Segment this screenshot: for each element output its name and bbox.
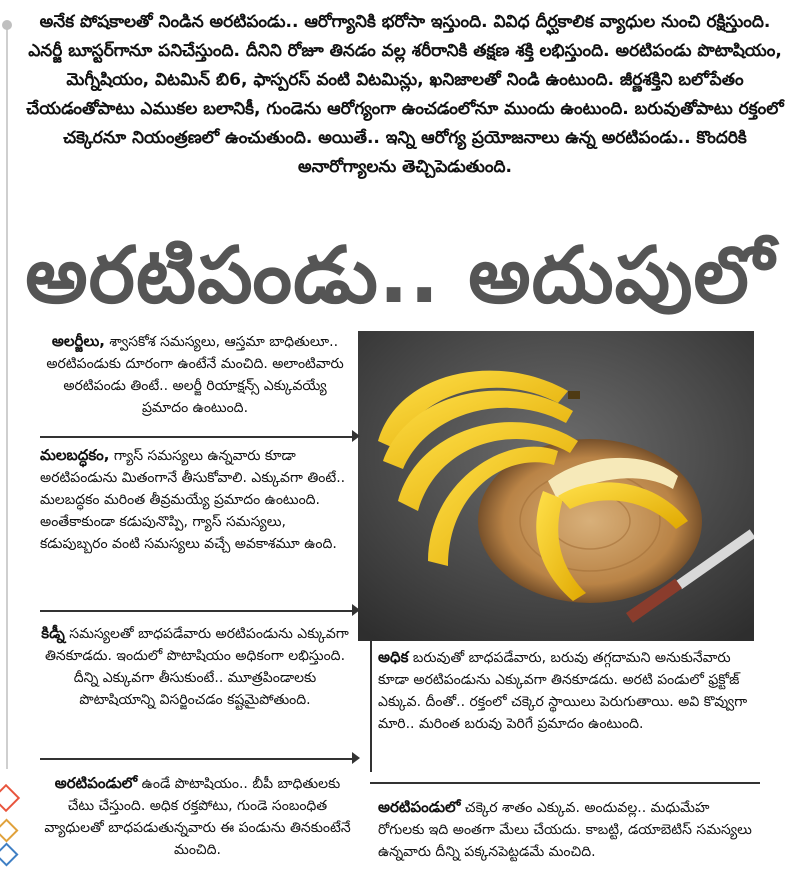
divider-arrow-2: [352, 604, 360, 616]
kidney-paragraph: [40, 622, 350, 711]
kidney-lead: కిడ్నీ: [41, 624, 65, 642]
weight-text: బరువుతో బాధపడేవారు, బరువు తగ్గదామని అనుకునేవారు కూడా అరటిపండును ఎక్కువగా తినకూడదు. అరటి పండులో ఫ్రక్టోజ్ ఎక్కువ. దీంతో.. రక్తంలో చక్కెర స్థాయిలు పెరుగుతాయి. అవి కొవ్వుగా మారి.. మరింత బరువు పెరిగే ప్రమాదం ఉంటుంది.: [378, 650, 748, 732]
allergy-paragraph: [40, 330, 350, 419]
allergy-text: శ్వాసకోశ సమస్యలు, ఆస్తమా బాధితులూ.. అరటిపండుకు దూరంగా ఉంటేనే మంచిది. అలాంటివారు అరటిపండు తింటే.. అలర్జీ రియాక్షన్స్ ఎక్కువయ్యే ప్రమాదం ఉంటుంది.: [46, 334, 344, 416]
divider-4: [370, 782, 760, 784]
divider-1: [40, 436, 356, 438]
timeline-dot: [2, 20, 12, 30]
left-timeline-line: [6, 24, 8, 769]
orange-diamond-icon: [0, 784, 20, 812]
constipation-text: గ్యాస్ సమస్యలు ఉన్నవారు కూడా అరటిపండును మితంగానే తీసుకోవాలి. ఎక్కువగా తింటే.. మలబద్ధకం మరింత తీవ్రమయ్యే ప్రమాదం ఉంటుంది. అంతేకాకుండా కడుపునొప్పి, గ్యాస్ సమస్యలు, కడుపుబ్బరం వంటి సమస్యలు వచ్చే అవకాశమూ ఉంది.: [40, 448, 346, 552]
divider-arrow-3: [352, 752, 360, 764]
headline: అరటిపండు.. అదుపులో: [25, 231, 775, 321]
constipation-paragraph: [40, 444, 355, 555]
constipation-lead: మలబద్ధకం,: [40, 446, 110, 464]
blue-diamond-icon: [0, 842, 19, 866]
divider-arrow-1: [352, 430, 360, 442]
diabetes-paragraph: [378, 796, 756, 863]
weight-paragraph: [378, 646, 756, 735]
divider-vertical: [370, 640, 372, 772]
divider-2: [40, 610, 356, 612]
divider-3: [40, 758, 356, 760]
diabetes-lead: అరటిపండులో: [378, 798, 461, 816]
banana-photo: [358, 331, 754, 641]
weight-lead: అధిక: [378, 648, 409, 666]
allergy-lead: అలర్జీలు,: [51, 332, 105, 350]
intro-paragraph: అనేక పోషకాలతో నిండిన అరటిపండు.. ఆరోగ్యానికి భరోసా ఇస్తుంది. వివిధ దీర్ఘకాలిక వ్యాధుల నుంచి రక్షిస్తుంది. ఎనర్జీ బూస్టర్‌గానూ పనిచేస్తుంది. దీనిని రోజూ తినడం వల్ల శరీరానికి తక్షణ శక్తి లభిస్తుంది. అరటిపండు పొటాషియం, మెగ్నీషియం, విటమిన్ బి6, ఫాస్పరస్ వంటి విటమిన్లు, ఖనిజాలతో నిండి ఉంటుంది. జీర్ణశక్తిని బలోపేతం చేయడంతోపాటు ఎముకల బలానికీ, గుండెను ఆరోగ్యంగా ఉంచడంలోనూ ముందు ఉంటుంది. బరువుతోపాటు రక్తంలో చక్కెరనూ నియంత్రణలో ఉంచుతుంది. అయితే.. ఇన్ని ఆరోగ్య ప్రయోజనాలు ఉన్న అరటిపండు.. కొందరికి అనారోగ్యాలను తెచ్చిపెడుతుంది.: [26, 12, 784, 177]
bp-lead: అరటిపండులో: [54, 774, 138, 792]
diabetes-text: చక్కెర శాతం ఎక్కువ. అందువల్ల.. మధుమేహ రోగులకు ఇది అంతగా మేలు చేయదు. కాబట్టి, డయాబెటిస్ సమస్యలు ఉన్నవారు దీన్ని పక్కనపెట్టడమే మంచిది.: [378, 800, 752, 860]
yellow-diamond-icon: [0, 818, 19, 842]
bp-paragraph: [40, 772, 355, 861]
bp-text: ఉండే పొటాషియం.. బీపీ బాధితులకు చేటు చేస్తుంది. అధిక రక్తపోటు, గుండె సంబంధిత వ్యాధులతో బాధపడుతున్నవారు ఈ పండును తినకుంటేనే మంచిది.: [44, 776, 351, 858]
kidney-text: సమస్యలతో బాధపడేవారు అరటిపండును ఎక్కువగా తినకూడదు. ఇందులో పొటాషియం అధికంగా లభిస్తుంది. దీన్ని ఎక్కువగా తీసుకుంటే.. మూత్రపిండాలకు పొటాషియాన్ని విసర్జించడం కష్టమైపోతుంది.: [44, 626, 349, 708]
